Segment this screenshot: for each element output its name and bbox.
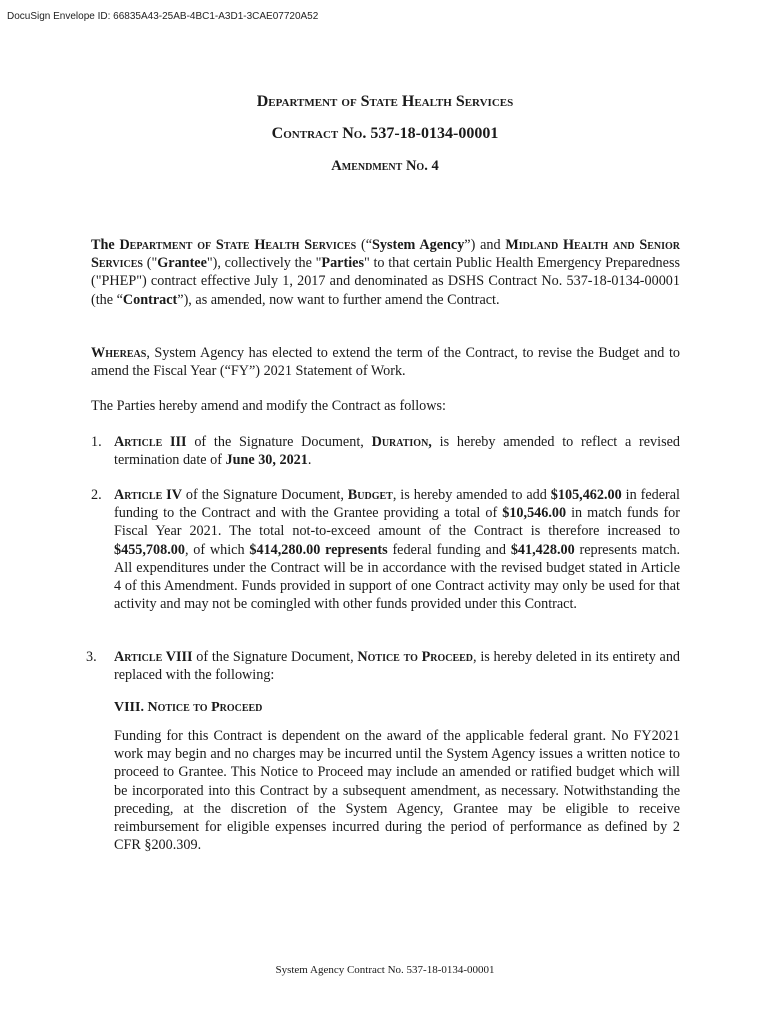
item-amount: $41,428.00 bbox=[510, 541, 575, 558]
intro-text: " to that certain Public Health Emergency Preparedness ("PHEP") contract effective July 1, 2017 and denominated as DSHS Contract No. 537-18-0134-00001 (the “ bbox=[91, 255, 680, 308]
intro-system-agency: System Agency bbox=[372, 237, 465, 253]
item-text: , of which bbox=[184, 541, 250, 558]
intro-contract: Contract bbox=[122, 291, 178, 308]
intro-dept: Department of State Health Services bbox=[119, 237, 357, 253]
whereas-text: , System Agency has elected to extend the term of the Contract, to revise the Budget and to amend the Fiscal Year (“FY”) 2021 Statement of Work. bbox=[91, 345, 680, 380]
whereas-paragraph bbox=[91, 344, 680, 380]
intro-text: The bbox=[91, 237, 120, 253]
list-item bbox=[91, 486, 680, 613]
intro-parties: Parties bbox=[321, 255, 364, 272]
item-amount: $414,280.00 represents bbox=[249, 541, 388, 558]
item-text: in federal funding to the Contract and with the Grantee providing a total of bbox=[114, 487, 680, 522]
envelope-id: DocuSign Envelope ID: 66835A43-25AB-4BC1-A3D1-3CAE07720A52 bbox=[7, 11, 319, 22]
list-item bbox=[91, 433, 680, 469]
item-text: federal funding and bbox=[387, 541, 511, 558]
contract-number-title: Contract No. 537-18-0134-00001 bbox=[271, 125, 499, 142]
item-number: 1. bbox=[91, 434, 102, 450]
intro-text: ”), as amended, now want to further amend the Contract. bbox=[177, 291, 500, 308]
item-article: Article VIII bbox=[114, 649, 193, 665]
section-viii-body: Funding for this Contract is dependent on the award of the applicable federal grant. No FY2021 work may begin and no charges may be incurred until the System Agency issues a written notice to proceed to Grantee. This Notice to Proceed may include an amended or ratified budget which will be incorporated into this Contract by a subsequent amendment, as necessary. Notwithstanding the preceding, at the discretion of the System Agency, Grantee may be eligible to receive reimbursement for eligible expenses incurred during the period of performance as defined by 2 CFR §200.309. bbox=[114, 728, 680, 854]
section-viii-heading: VIII. Notice to Proceed bbox=[114, 700, 263, 715]
item-text: is hereby amended to reflect a revised termination date of bbox=[114, 434, 681, 469]
item-text: . bbox=[307, 452, 312, 469]
item-text: of the Signature Document, bbox=[181, 487, 348, 503]
amendment-title: Amendment No. 4 bbox=[331, 158, 439, 174]
item-section: Notice to Proceed bbox=[357, 649, 474, 665]
intro-text: (“ bbox=[356, 237, 373, 253]
intro-paragraph bbox=[91, 236, 680, 309]
item-number: 3. bbox=[86, 649, 97, 665]
item-number: 2. bbox=[91, 487, 102, 503]
intro-text: (" bbox=[143, 255, 158, 272]
item-article: Article IV bbox=[114, 487, 182, 503]
item-text: in match funds for Fiscal Year 2021. The total not-to-exceed amount of the Contract is therefore increased to bbox=[114, 505, 680, 540]
list-item bbox=[86, 648, 680, 684]
intro-grantee: Grantee bbox=[157, 255, 207, 272]
item-amount: $105,462.00 bbox=[550, 487, 622, 503]
parties-amend-paragraph: The Parties hereby amend and modify the Contract as follows: bbox=[91, 398, 446, 414]
intro-text: ”) and bbox=[464, 237, 506, 253]
item-article: Article III bbox=[114, 434, 187, 450]
item-text: of the Signature Document, bbox=[192, 649, 358, 665]
intro-text: "), collectively the " bbox=[206, 255, 322, 272]
item-amount: $10,546.00 bbox=[502, 505, 567, 522]
item-text: , is hereby amended to add bbox=[392, 487, 551, 503]
item-text: , is hereby deleted in its entirety and replaced with the following: bbox=[114, 649, 681, 684]
item-text: represents match. All expenditures under the Contract will be in accordance with the revised budget stated in Article 4 of this Amendment. Funds provided in support of one Contract activity may only be used for that activity and may not be comingled with other funds provided under this Contract. bbox=[114, 541, 680, 613]
whereas-label: Whereas bbox=[91, 345, 147, 361]
item-text: of the Signature Document, bbox=[186, 434, 372, 450]
item-section: Duration, bbox=[371, 434, 432, 450]
department-title: Department of State Health Services bbox=[256, 93, 514, 110]
page-footer: System Agency Contract No. 537-18-0134-00001 bbox=[275, 964, 495, 976]
item-section: Budget bbox=[347, 487, 393, 503]
item-date: June 30, 2021 bbox=[225, 452, 308, 469]
intro-midland: Midland Health and Senior Services bbox=[91, 237, 680, 272]
item-amount: $455,708.00 bbox=[114, 541, 185, 558]
